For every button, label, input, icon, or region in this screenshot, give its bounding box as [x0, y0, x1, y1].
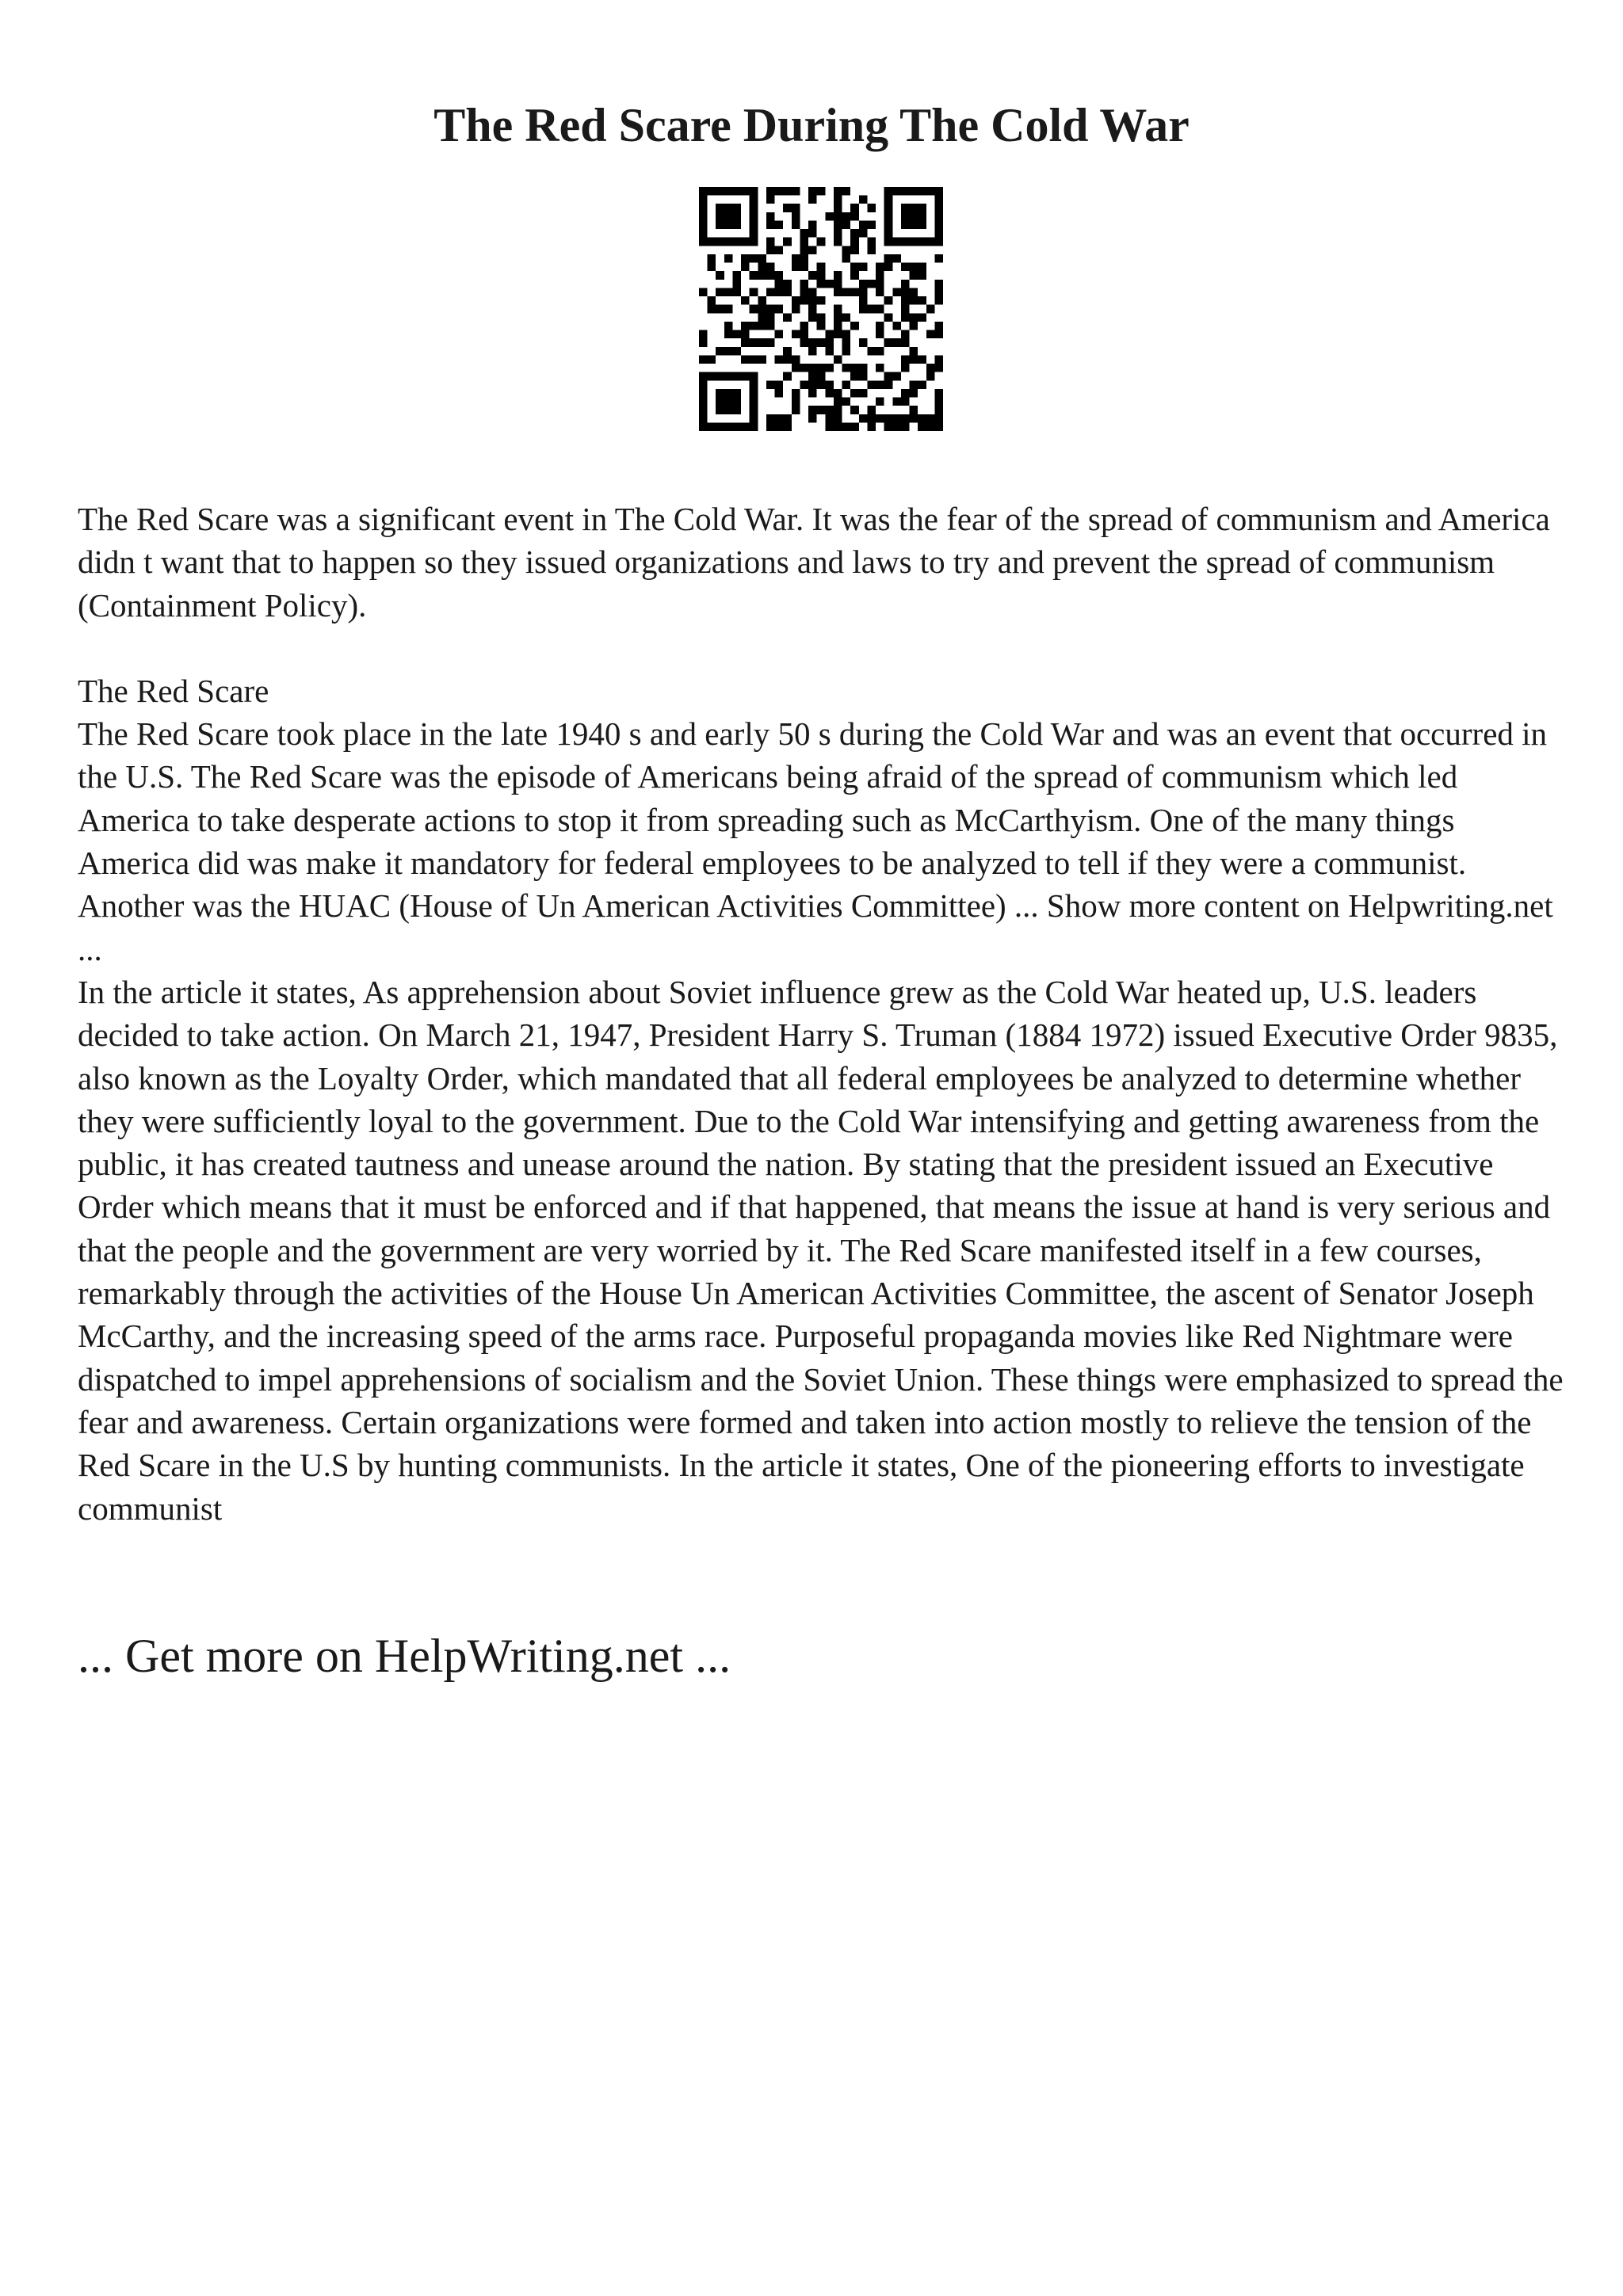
- body-paragraph-2: In the article it states, As apprehension about Soviet influence grew as the Cold War heated up, U.S. leaders decided to take action. On March 21, 1947, President Harry S. Truman (1884 1972) issued Executive Order 9835, also known as the Loyalty Order, which mandated that all federal employees be analyzed to determine whether they were sufficiently loyal to the government. Due to the Cold War intensifying and getting awareness from the public, it has created tautness and unease around the nation. By stating that the president issued an Executive Order which means that it must be enforced and if that happened, that means the issue at hand is very serious and that the people and the government are very worried by it. The Red Scare manifested itself in a few courses, remarkably through the activities of the House Un American Activities Committee, the ascent of Senator Joseph McCarthy, and the increasing speed of the arms race. Purposeful propaganda movies like Red Nightmare were dispatched to impel apprehensions of socialism and the Soviet Union. These things were emphasized to spread the fear and awareness. Certain organizations were formed and taken into action mostly to relieve the tension of the Red Scare in the U.S by hunting communists. In the article it states, One of the pioneering efforts to investigate communist: [78, 973, 1564, 1527]
- document-title: The Red Scare During The Cold War: [433, 99, 1190, 151]
- qr-code: [699, 187, 943, 431]
- body-paragraph-1: The Red Scare took place in the late 1940 s and early 50 s during the Cold War and was an event that occurred in the U.S. The Red Scare was the episode of Americans being afraid of the spread of communism which led America to take desperate actions to stop it from spreading such as McCarthyism. One of the many things America did was make it mandatory for federal employees to be analyzed to tell if they were a communist. Another was the HUAC (House of Un American Activities Committee) ... Show more content on Helpwriting.net ...: [78, 715, 1553, 967]
- section-heading: The Red Scare: [78, 672, 269, 709]
- intro-paragraph: The Red Scare was a significant event in The Cold War. It was the fear of the spread of communism and America didn t want that to happen so they issued organizations and laws to try and prevent the spread of communism (Containment Policy).: [78, 501, 1550, 624]
- paragraph-gap: [78, 627, 1568, 669]
- document-body: [78, 498, 1568, 1530]
- get-more-link[interactable]: ... Get more on HelpWriting.net ...: [78, 1630, 731, 1682]
